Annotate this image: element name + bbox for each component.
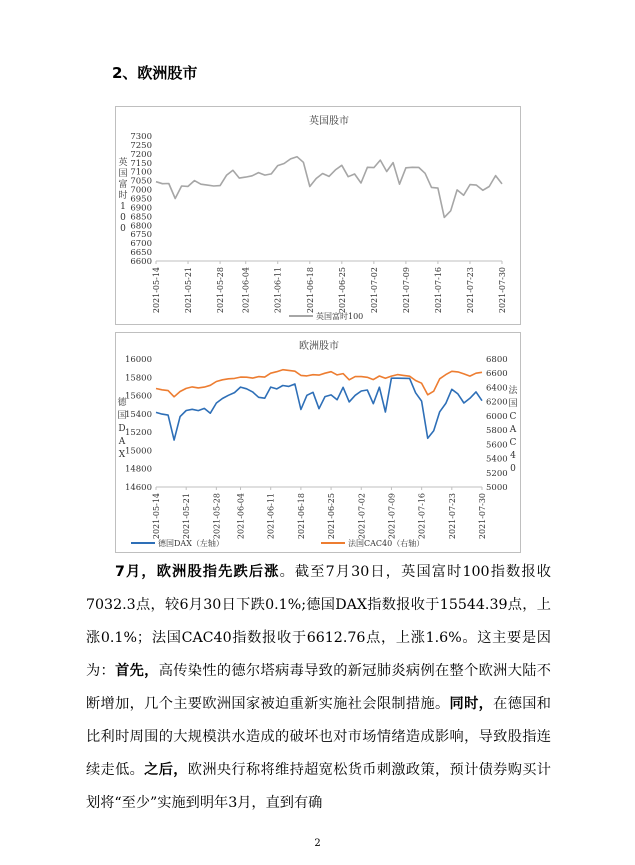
bold-run: 7月，欧洲股指先跌后涨 (115, 564, 280, 580)
y-tick-label: 6800 (130, 221, 152, 232)
analysis-paragraph (86, 556, 551, 820)
y-axis-label: A (118, 437, 126, 447)
y-tick-label: 7200 (130, 149, 152, 160)
x-tick-label: 2021-07-30 (478, 493, 487, 540)
y-tick-label: 6950 (130, 194, 152, 205)
y2-axis-label: A (509, 425, 517, 435)
y2-tick-label: 6200 (486, 397, 508, 408)
y2-tick-label: 5800 (486, 426, 508, 437)
y-tick-label: 14800 (124, 464, 152, 475)
page-number: 2 (314, 838, 321, 849)
bold-run: 同时， (449, 696, 494, 712)
y2-tick-label: 5200 (486, 468, 508, 479)
bold-run: 首先， (115, 663, 159, 679)
x-tick-label: 2021-06-04 (241, 267, 251, 314)
text-run: 高传染性的德尔塔病毒导致的新冠肺炎病例在整个欧洲大陆不断增加，几个主要欧洲国家被迫重新实施社会限制措施。 (86, 663, 551, 712)
section-heading: 2、欧洲股市 (112, 64, 198, 82)
x-tick-label: 2021-05-28 (216, 267, 226, 314)
y2-axis-label: C (509, 412, 517, 422)
y2-axis-label: 0 (510, 464, 516, 474)
y-tick-label: 15000 (124, 446, 152, 457)
y2-tick-label: 6800 (486, 355, 508, 365)
y-axis-label: 国 (117, 411, 127, 421)
y-tick-label: 6900 (130, 203, 152, 214)
y-tick-label: 6850 (130, 212, 152, 223)
chart-title: 英国股市 (309, 116, 349, 127)
x-tick-label: 2021-07-02 (369, 267, 379, 314)
y2-tick-label: 6000 (486, 411, 508, 422)
y-tick-label: 15800 (124, 373, 152, 384)
y2-axis-label: 国 (508, 399, 518, 409)
uk-stock-chart (115, 106, 521, 325)
x-tick-label: 2021-05-21 (184, 267, 194, 314)
y-tick-label: 7250 (130, 140, 152, 151)
y-tick-label: 6700 (130, 239, 152, 250)
y-axis-label: D (118, 424, 126, 434)
legend-label: 德国DAX（左轴） (158, 539, 224, 548)
x-tick-label: 2021-07-09 (401, 267, 411, 314)
x-tick-label: 2021-06-18 (305, 267, 315, 314)
x-tick-label: 2021-05-28 (212, 493, 222, 540)
y-tick-label: 14600 (124, 483, 152, 493)
x-tick-label: 2021-05-21 (182, 493, 192, 540)
bold-run: 之后， (144, 762, 188, 778)
europe-stock-chart-svg (116, 333, 520, 552)
y2-axis-label: 法 (508, 386, 518, 396)
y-tick-label: 7100 (130, 167, 152, 178)
y2-axis-label: 4 (510, 451, 516, 461)
y-axis-label: 英 (118, 158, 128, 168)
y-tick-label: 7000 (130, 185, 152, 196)
y-tick-label: 16000 (124, 355, 152, 365)
y2-tick-label: 5600 (486, 440, 508, 451)
y2-tick-label: 5400 (486, 454, 508, 465)
y-tick-label: 7300 (130, 132, 152, 142)
series-line-1 (156, 370, 482, 397)
x-tick-label: 2021-07-16 (417, 493, 427, 540)
x-tick-label: 2021-07-23 (447, 493, 457, 540)
text-run: 。截至7月30日，英国富时100指数报收7032.3点，较6月30日下跌0.1%;德国DAX指数报收于15544.39点，上涨0.1%；法国CAC40指数报收于6612.76点，上涨1.6%。这主要是因为： (86, 564, 551, 679)
y-tick-label: 15600 (124, 391, 152, 402)
y2-tick-label: 5000 (486, 483, 508, 493)
x-tick-label: 2021-06-18 (296, 493, 306, 540)
y-tick-label: 6600 (130, 257, 152, 267)
x-tick-label: 2021-07-30 (498, 267, 507, 314)
uk-stock-chart-svg (116, 107, 520, 324)
y-tick-label: 6650 (130, 248, 152, 259)
text-run: 在德国和比利时周围的大规模洪水造成的破坏也对市场情绪造成影响，导致股指连续走低。 (86, 696, 551, 778)
legend-label: 英国富时100 (316, 312, 364, 321)
x-tick-label: 2021-06-11 (273, 267, 283, 314)
europe-stock-chart (115, 332, 521, 553)
y-axis-label: 0 (120, 224, 126, 234)
text-run: 欧洲央行称将维持超宽松货币刺激政策，预计债券购买计划将“至少”实施到明年3月，直到有确 (86, 762, 551, 811)
y-tick-label: 7050 (130, 176, 152, 187)
y-axis-label: 德 (117, 398, 127, 408)
y2-axis-label: C (509, 438, 517, 448)
analysis-text (86, 556, 551, 820)
y-axis-label: 时 (118, 191, 128, 201)
x-tick-label: 2021-05-14 (152, 267, 161, 314)
y-axis-label: 国 (118, 169, 128, 179)
x-tick-label: 2021-06-04 (236, 493, 246, 540)
y2-tick-label: 6600 (486, 369, 508, 380)
x-tick-label: 2021-06-25 (327, 493, 337, 540)
y-tick-label: 15200 (124, 428, 152, 439)
x-tick-label: 2021-07-09 (387, 493, 397, 540)
x-tick-label: 2021-07-16 (433, 267, 443, 314)
chart-title: 欧洲股市 (299, 341, 339, 352)
y2-tick-label: 6400 (486, 383, 508, 394)
y-axis-label: 富 (118, 180, 128, 190)
y-tick-label: 6750 (130, 230, 152, 241)
x-tick-label: 2021-07-23 (465, 267, 475, 314)
y-axis-label: X (118, 450, 126, 460)
x-tick-label: 2021-05-14 (152, 493, 161, 540)
y-axis-label: 1 (120, 202, 126, 212)
x-tick-label: 2021-06-25 (337, 267, 347, 314)
series-line-0 (156, 157, 502, 218)
x-tick-label: 2021-06-11 (266, 493, 276, 540)
legend-label: 法国CAC40（右轴） (348, 539, 425, 548)
y-tick-label: 15400 (124, 409, 152, 420)
y-axis-label: 0 (120, 213, 126, 223)
y-tick-label: 7150 (130, 158, 152, 169)
x-tick-label: 2021-07-02 (357, 493, 367, 540)
